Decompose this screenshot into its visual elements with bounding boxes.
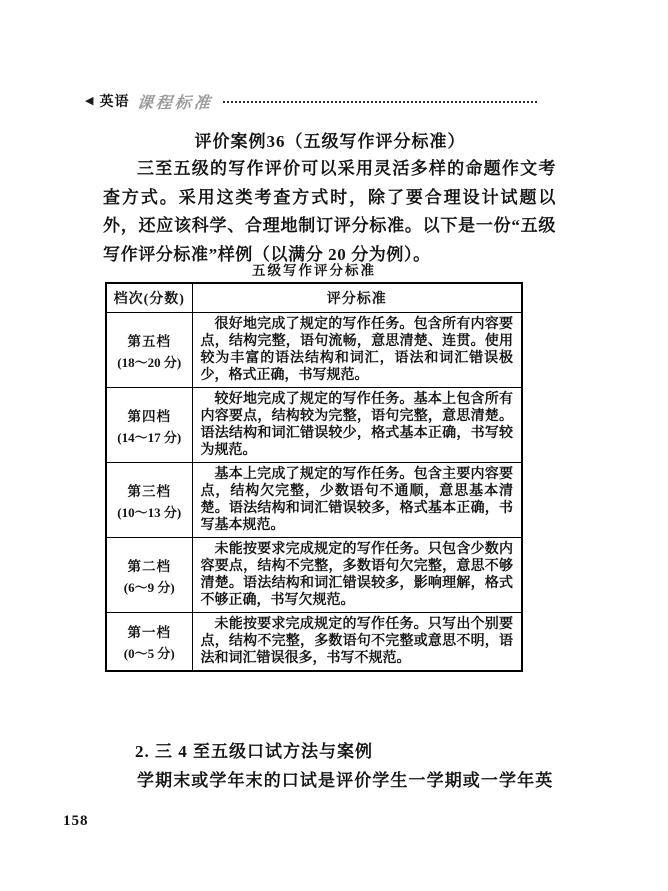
grade-level: 第三档 [127, 483, 171, 499]
page-number: 158 [63, 813, 89, 829]
grade-cell [106, 313, 192, 388]
table-caption: 五级写作评分标准 [252, 263, 376, 278]
grade-level: 第一档 [127, 625, 171, 640]
grade-score: (10～13 分) [117, 504, 182, 520]
grade-score: (6～9 分) [123, 579, 175, 595]
grade-cell [106, 613, 192, 672]
grade-level: 第二档 [127, 558, 171, 574]
left-triangle-icon: ◀ [85, 94, 94, 107]
table-header-row [106, 283, 522, 313]
criteria-text: 较好地完成了规定的写作任务。基本上包含所有内容要点，结构较为完整，语句完整，意思清楚。语法结构和词汇错误较少，格式基本正确，书写较为规范。 [200, 392, 513, 458]
column-header-grade: 档次(分数) [106, 283, 192, 313]
scoring-table [105, 282, 523, 672]
dotted-rule [223, 101, 537, 103]
criteria-cell [192, 388, 522, 463]
table-row [106, 463, 522, 538]
grade-cell [106, 388, 192, 463]
grade-score: (18～20 分) [117, 354, 182, 370]
grade-cell [106, 538, 192, 613]
grade-score: (14～17 分) [117, 429, 182, 445]
case-title: 评价案例36（五级写作评分标准） [194, 132, 466, 151]
criteria-cell [192, 613, 522, 672]
criteria-text: 基本上完成了规定的写作任务。包含主要内容要点，结构欠完整，少数语句不通顺，意思基本清楚。语法结构和词汇错误较多，格式基本正确，书写基本规范。 [200, 467, 513, 533]
series-label: 英语 [99, 93, 130, 109]
table-row [106, 613, 522, 672]
series-title: 课程标准 [136, 94, 215, 112]
intro-paragraph: 三至五级的写作评价可以采用灵活多样的命题作文考查方式。采用这类考查方式时，除了要合理设计试题以外，还应该科学、合理地制订评分标准。以下是一份“五级写作评分标准”样例（以满分 20 分为例）。 [103, 159, 556, 264]
table-row [106, 313, 522, 388]
criteria-cell [192, 463, 522, 538]
column-header-criteria: 评分标准 [192, 283, 522, 313]
grade-score: (0～5 分) [123, 646, 175, 661]
criteria-text: 很好地完成了规定的写作任务。包含所有内容要点，结构完整，语句流畅，意思清楚、连贯。使用较为丰富的语法结构和词汇，语法和词汇错误极少，格式正确，书写规范。 [200, 317, 513, 383]
running-head [85, 92, 537, 110]
grade-level: 第四档 [127, 408, 171, 424]
criteria-text: 未能按要求完成规定的写作任务。只写出个别要点，结构不完整，多数语句不完整或意思不明，语法和词汇错误很多，书写不规范。 [200, 617, 513, 666]
section-paragraph: 学期末或学年末的口试是评价学生一学期或一学年英 [137, 771, 554, 790]
table-row [106, 538, 522, 613]
table-row [106, 388, 522, 463]
grade-level: 第五档 [127, 333, 171, 349]
criteria-cell [192, 538, 522, 613]
criteria-text: 未能按要求完成规定的写作任务。只包含少数内容要点，结构不完整，多数语句欠完整，意思不够清楚。语法结构和词汇错误较多，影响理解，格式不够正确，书写欠规范。 [200, 542, 513, 608]
criteria-cell [192, 313, 522, 388]
section-heading: 2. 三 4 至五级口试方法与案例 [135, 742, 373, 761]
grade-cell [106, 463, 192, 538]
